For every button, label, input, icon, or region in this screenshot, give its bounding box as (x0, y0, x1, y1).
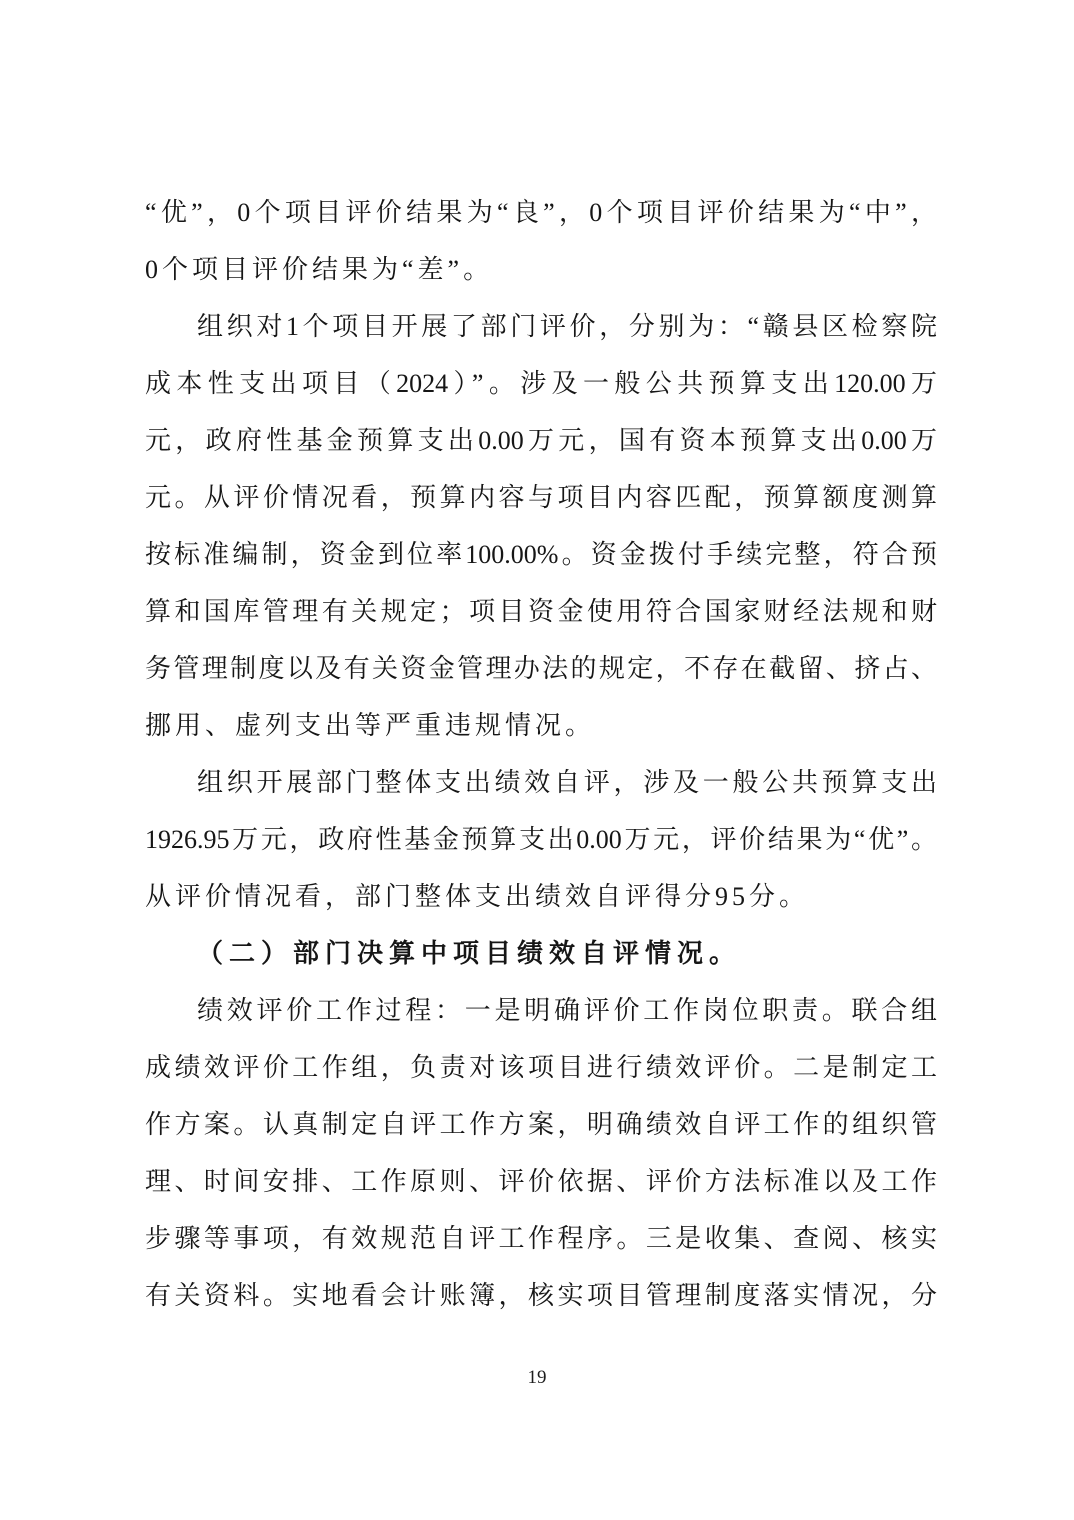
paragraph-line: 组织开展部门整体支出绩效自评，涉及一般公共预算支出 (197, 768, 937, 797)
paragraph-line: 1926.95万元，政府性基金预算支出0.00万元，评价结果为“优”。 (145, 825, 937, 854)
paragraph-line: 算和国库管理有关规定；项目资金使用符合国家财经法规和财 (145, 597, 937, 626)
paragraph-line: 绩效评价工作过程：一是明确评价工作岗位职责。联合组 (197, 996, 937, 1025)
document-body (145, 184, 937, 1324)
page-number: 19 (527, 1367, 547, 1388)
paragraph-line: 元。从评价情况看，预算内容与项目内容匹配，预算额度测算 (145, 483, 937, 512)
paragraph-line: 理、时间安排、工作原则、评价依据、评价方法标准以及工作 (145, 1167, 937, 1196)
paragraph-line: 作方案。认真制定自评工作方案，明确绩效自评工作的组织管 (145, 1110, 937, 1139)
paragraph-line: 成绩效评价工作组，负责对该项目进行绩效评价。二是制定工 (145, 1053, 937, 1082)
paragraph-line: 从评价情况看，部门整体支出绩效自评得分95分。 (145, 882, 810, 911)
paragraph-line: 挪用、虚列支出等严重违规情况。 (145, 711, 596, 740)
paragraph-line: 务管理制度以及有关资金管理办法的规定，不存在截留、挤占、 (145, 654, 937, 683)
paragraph-line: “优”，0个项目评价结果为“良”，0个项目评价结果为“中”， (145, 198, 937, 227)
paragraph-line: 步骤等事项，有效规范自评工作程序。三是收集、查阅、核实 (145, 1224, 937, 1253)
paragraph-line: 元，政府性基金预算支出0.00万元，国有资本预算支出0.00万 (145, 426, 937, 455)
paragraph-line: 组织对1个项目开展了部门评价，分别为：“赣县区检察院 (197, 312, 937, 341)
paragraph-line: 成本性支出项目（2024）”。涉及一般公共预算支出120.00万 (145, 369, 937, 398)
paragraph-line: 按标准编制，资金到位率100.00%。资金拨付手续完整，符合预 (145, 540, 937, 569)
section-heading: （二）部门决算中项目绩效自评情况。 (197, 939, 742, 968)
paragraph-line: 有关资料。实地看会计账簿，核实项目管理制度落实情况，分 (145, 1281, 937, 1310)
paragraph-line: 0个项目评价结果为“差”。 (145, 255, 494, 284)
